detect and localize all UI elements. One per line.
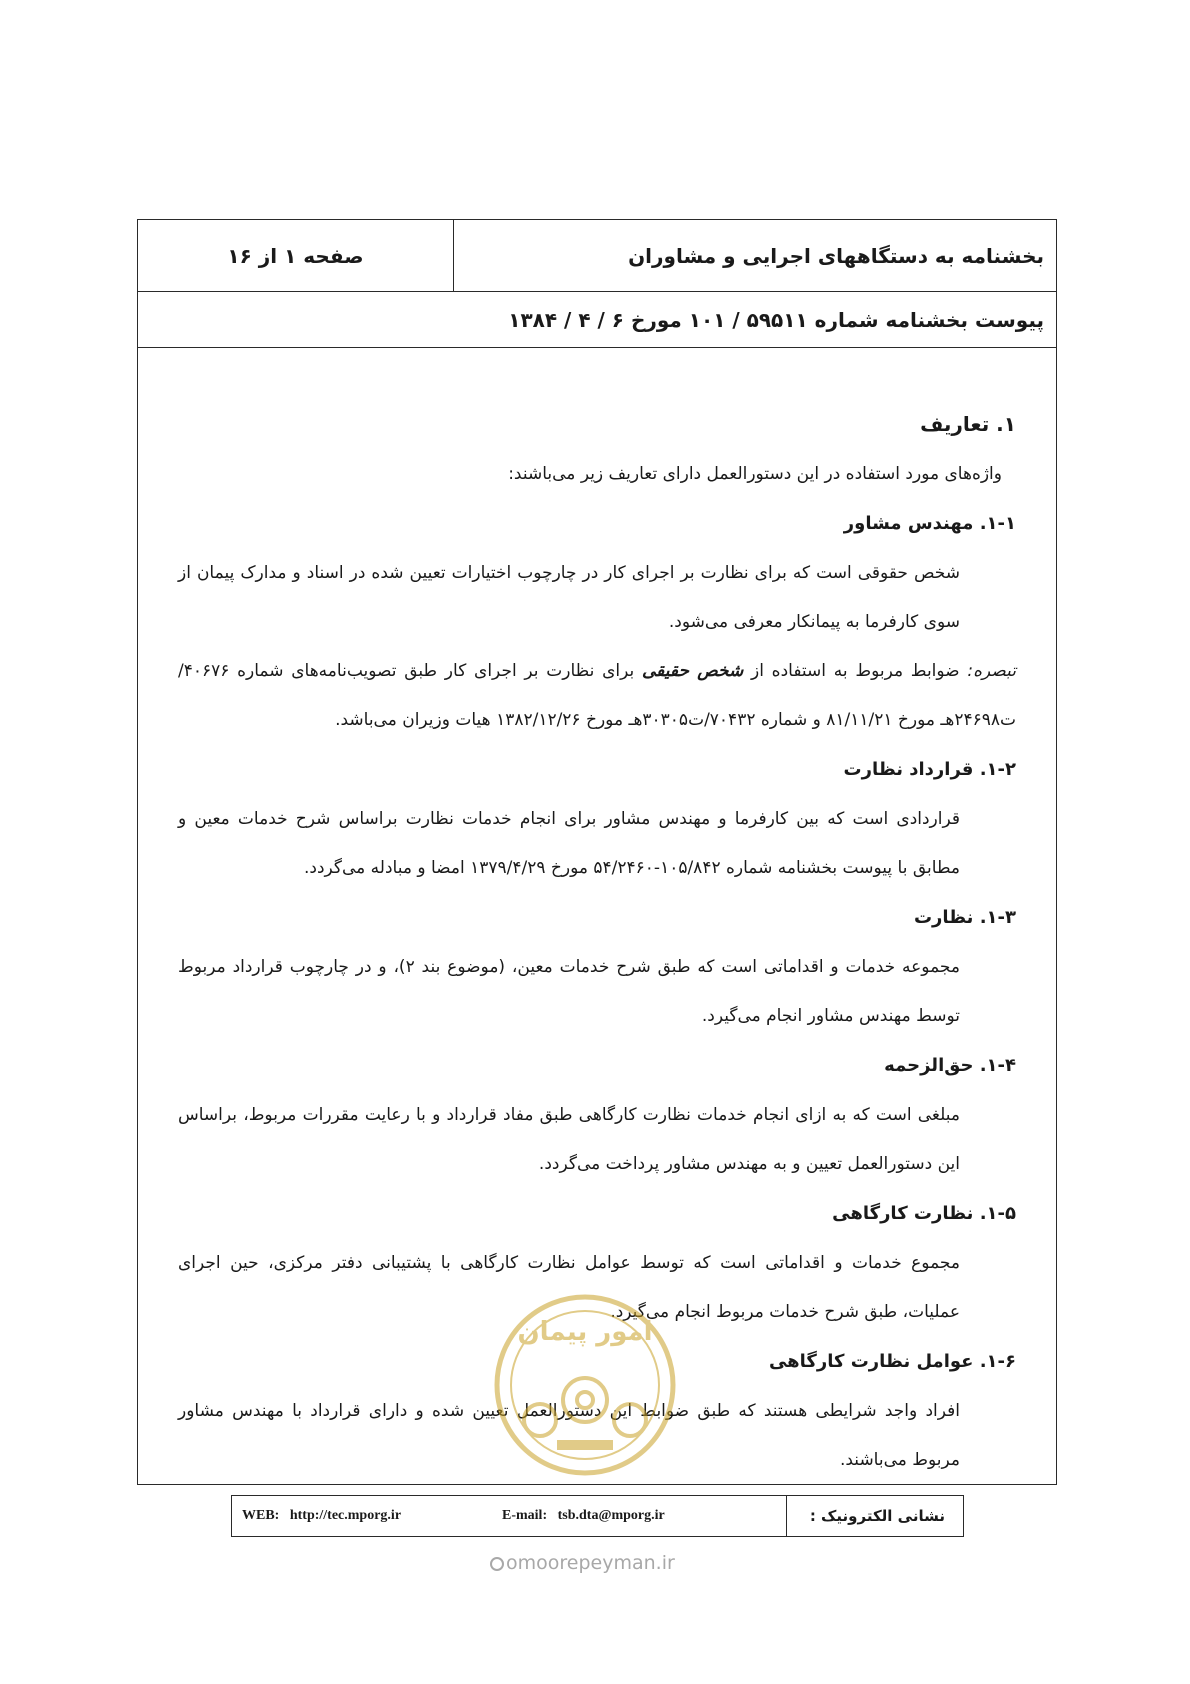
document-body xyxy=(178,398,1016,1485)
document-title: بخشنامه به دستگاههای اجرایی و مشاوران xyxy=(628,244,1044,268)
watermark-url-text: omoorepeyman.ir xyxy=(506,1552,675,1574)
definition-heading-site-supervision-agents: ۱-۶. عوامل نظارت کارگاهی xyxy=(768,1351,1016,1372)
note-label: تبصره: xyxy=(967,661,1016,681)
footer-divider xyxy=(786,1496,787,1536)
note-text-after: برای نظارت بر اجرای کار طبق تصویب‌نامه‌های شماره ۴۰۶۷۶/ت۲۴۶۹۸هـ مورخ ۸۱/۱۱/۲۱ و شماره ۷۰۴۳۲/ت۳۰۳۰۵هـ مورخ ۱۳۸۲/۱۲/۲۶ هیات وزیران می‌باشد. xyxy=(178,661,1016,730)
watermark-url xyxy=(490,1552,675,1574)
page-number: صفحه ۱ از ۱۶ xyxy=(227,244,364,268)
definition-heading-site-supervision: ۱-۵. نظارت کارگاهی xyxy=(832,1203,1016,1224)
section-heading-definitions: ۱. تعاریف xyxy=(920,412,1016,436)
seal-text: امور پیمان xyxy=(517,1317,653,1347)
contact-footer xyxy=(231,1495,964,1537)
attachment-reference: پیوست بخشنامه شماره ۵۹۵۱۱ / ۱۰۱ مورخ ۶ / ۴ / ۱۳۸۴ xyxy=(138,292,1056,348)
note-emphasis: شخص حقیقی xyxy=(641,661,744,681)
document-frame xyxy=(137,219,1057,1485)
definition-body-consulting-engineer: شخص حقوقی است که برای نظارت بر اجرای کار در چارچوب اختیارات تعیین شده در اسناد و مدارک پیمان از سوی کارفرما به پیمانکار معرفی می‌شود. xyxy=(178,563,960,632)
header-row xyxy=(138,220,1056,292)
note-paragraph xyxy=(178,647,1016,745)
definition-body-site-supervision: مجموع خدمات و اقداماتی است که توسط عوامل نظارت کارگاهی با پشتیبانی دفتر مرکزی، حین اجرای عملیات، طبق شرح خدمات مربوط انجام می‌گیرد. xyxy=(178,1253,960,1322)
definition-heading-consulting-engineer: ۱-۱. مهندس مشاور xyxy=(843,513,1016,534)
note-text-before: ضوابط مربوط به استفاده از xyxy=(743,661,968,681)
header-divider xyxy=(453,220,454,291)
at-icon xyxy=(490,1557,504,1571)
footer-web-link[interactable]: WEB: http://tec.mporg.ir xyxy=(242,1508,402,1523)
definition-heading-supervision-contract: ۱-۲. قرارداد نظارت xyxy=(843,759,1016,780)
definition-body-site-supervision-agents: افراد واجد شرایطی هستند که طبق ضوابط این دستورالعمل تعیین شده و دارای قرارداد با مهندس مشاور مربوط می‌باشند. xyxy=(178,1401,960,1470)
definition-heading-fee: ۱-۴. حق‌الزحمه xyxy=(884,1055,1016,1076)
definition-body-supervision: مجموعه خدمات و اقداماتی است که طبق شرح خدمات معین، (موضوع بند ۲)، و در چارچوب قرارداد مربوط توسط مهندس مشاور انجام می‌گیرد. xyxy=(178,957,960,1026)
definition-body-fee: مبلغی است که به ازای انجام خدمات نظارت کارگاهی طبق مفاد قرارداد و با رعایت مقررات مربوط، براساس این دستورالعمل تعیین و به مهندس مشاور پرداخت می‌گردد. xyxy=(178,1105,960,1174)
footer-label: نشانی الکترونیک : xyxy=(809,1507,945,1525)
definition-body-supervision-contract: قراردادی است که بین کارفرما و مهندس مشاور برای انجام خدمات نظارت براساس شرح خدمات معین و مطابق با پیوست بخشنامه شماره ۱۰۵/۸۴۲-۵۴/۲۴۶۰ مورخ ۱۳۷۹/۴/۲۹ امضا و مبادله می‌گردد. xyxy=(178,809,960,878)
definition-heading-supervision: ۱-۳. نظارت xyxy=(913,907,1016,928)
section-intro: واژه‌های مورد استفاده در این دستورالعمل دارای تعاریف زیر می‌باشند: xyxy=(508,464,1002,484)
footer-email[interactable]: E-mail: tsb.dta@mporg.ir xyxy=(502,1508,665,1523)
